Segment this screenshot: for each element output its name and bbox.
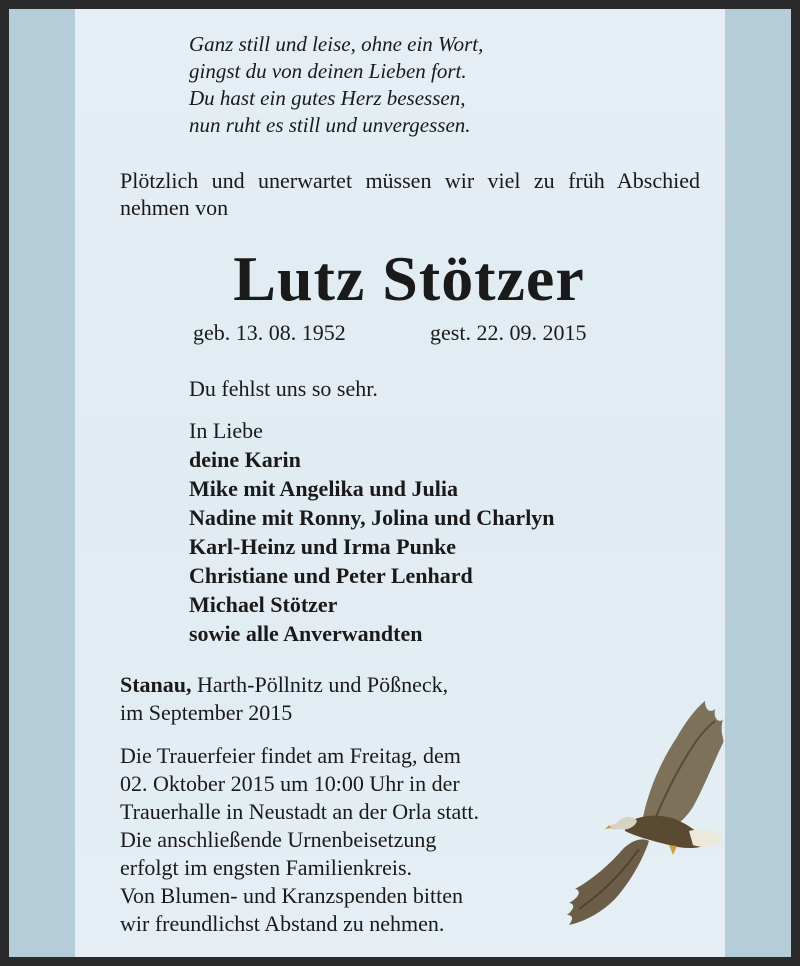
eagle-illustration [565,699,725,927]
mourner-name: deine Karin [189,447,301,472]
mourner-name: Karl-Heinz und Irma Punke [189,534,457,559]
poem-line: Du hast ein gutes Herz besessen, [189,86,466,110]
notice-date: im September 2015 [120,700,293,725]
main-town: Stanau, [120,672,192,697]
death-date: gest. 22. 09. 2015 [430,320,587,345]
deceased-name: Lutz Stötzer [233,243,585,314]
in-love-line: In Liebe [189,418,263,443]
notice-line: Die Trauerfeier findet am Freitag, dem [120,743,461,768]
notice-line: Trauerhalle in Neustadt an der Orla statt. [120,799,480,824]
place-and-date [120,671,448,727]
notice-line: wir freundlichst Abstand zu nehmen. [120,911,445,936]
mourner-name: Christiane und Peter Lenhard [189,563,473,588]
intro-text: Plötzlich und unerwartet müssen wir viel zu früh Abschied nehmen von [120,168,700,220]
mourner-name: Mike mit Angelika und Julia [189,476,458,501]
notice-line: Die anschließende Urnenbeisetzung [120,827,437,852]
life-dates [193,319,586,347]
mourner-name: Nadine mit Ronny, Jolina und Charlyn [189,505,555,530]
notice-line: Von Blumen- und Kranzspenden bitten [120,883,463,908]
miss-line: Du fehlst uns so sehr. [189,376,378,401]
poem-line: nun ruht es still und unvergessen. [189,113,471,137]
funeral-notice [120,742,479,938]
mourner-name: sowie alle Anverwandten [189,621,423,646]
poem-line: gingst du von deinen Lieben fort. [189,59,467,83]
notice-line: 02. Oktober 2015 um 10:00 Uhr in der [120,771,460,796]
birth-date: geb. 13. 08. 1952 [193,320,346,345]
poem-line: Ganz still und leise, ohne ein Wort, [189,32,484,56]
other-towns: Harth-Pöllnitz und Pößneck, [191,672,449,697]
memorial-poem [189,31,483,139]
mourners-list [189,445,555,648]
mourner-name: Michael Stötzer [189,592,338,617]
notice-line: erfolgt im engsten Familienkreis. [120,855,413,880]
